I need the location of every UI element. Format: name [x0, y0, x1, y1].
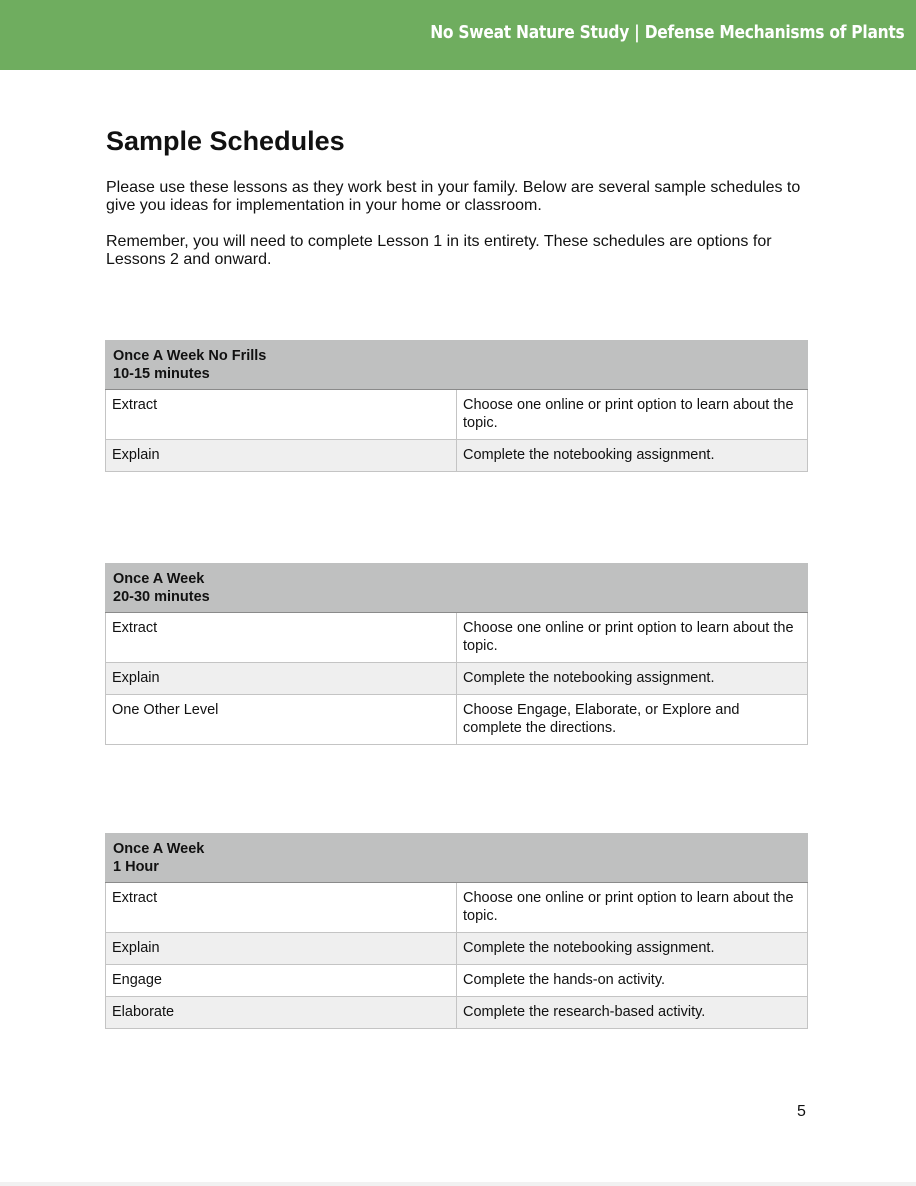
schedule-duration: 1 Hour: [113, 859, 159, 875]
step-description: Choose Engage, Elaborate, or Explore and complete the directions.: [457, 695, 808, 745]
step-name: Extract: [106, 390, 457, 440]
header-banner: [0, 0, 916, 70]
step-description: Complete the notebooking assignment.: [457, 440, 808, 472]
schedule-title: Once A Week No Frills: [113, 348, 267, 364]
intro-paragraph: Please use these lessons as they work best in your family. Below are several sample schedules to give you ideas for implementation in your home or classroom.: [106, 179, 801, 214]
table-row: [106, 390, 808, 440]
page-number: 5: [797, 1103, 806, 1120]
table-row: [106, 613, 808, 663]
step-description: Complete the research-based activity.: [457, 997, 808, 1029]
schedule-table-1-hour: [105, 833, 808, 1029]
table-row: [106, 933, 808, 965]
table-row: [106, 965, 808, 997]
schedule-duration: 10-15 minutes: [113, 366, 210, 382]
schedule-duration: 20-30 minutes: [113, 589, 210, 605]
table-row: [106, 440, 808, 472]
schedule-title: Once A Week: [113, 841, 205, 857]
banner-title: No Sweat Nature Study | Defense Mechanisms of Plants: [429, 22, 904, 43]
table-row: [106, 695, 808, 745]
table-row: [106, 663, 808, 695]
table-row: [106, 883, 808, 933]
table-row: [106, 997, 808, 1029]
step-name: Explain: [106, 663, 457, 695]
step-name: Elaborate: [106, 997, 457, 1029]
step-description: Choose one online or print option to learn about the topic.: [457, 613, 808, 663]
page-edge: [0, 1182, 916, 1186]
step-description: Complete the notebooking assignment.: [457, 663, 808, 695]
schedule-table-no-frills: [105, 340, 808, 472]
step-name: Explain: [106, 933, 457, 965]
step-description: Complete the notebooking assignment.: [457, 933, 808, 965]
page-title: Sample Schedules: [106, 126, 345, 156]
step-name: Extract: [106, 883, 457, 933]
schedule-title: Once A Week: [113, 571, 205, 587]
step-description: Complete the hands-on activity.: [457, 965, 808, 997]
step-name: Extract: [106, 613, 457, 663]
step-name: Explain: [106, 440, 457, 472]
step-name: One Other Level: [106, 695, 457, 745]
step-description: Choose one online or print option to learn about the topic.: [457, 390, 808, 440]
step-name: Engage: [106, 965, 457, 997]
step-description: Choose one online or print option to learn about the topic.: [457, 883, 808, 933]
schedule-header: [106, 834, 808, 883]
schedule-table-20-30: [105, 563, 808, 745]
schedule-header: [106, 341, 808, 390]
reminder-paragraph: Remember, you will need to complete Lesson 1 in its entirety. These schedules are options for Lessons 2 and onward.: [106, 233, 772, 268]
schedule-header: [106, 564, 808, 613]
